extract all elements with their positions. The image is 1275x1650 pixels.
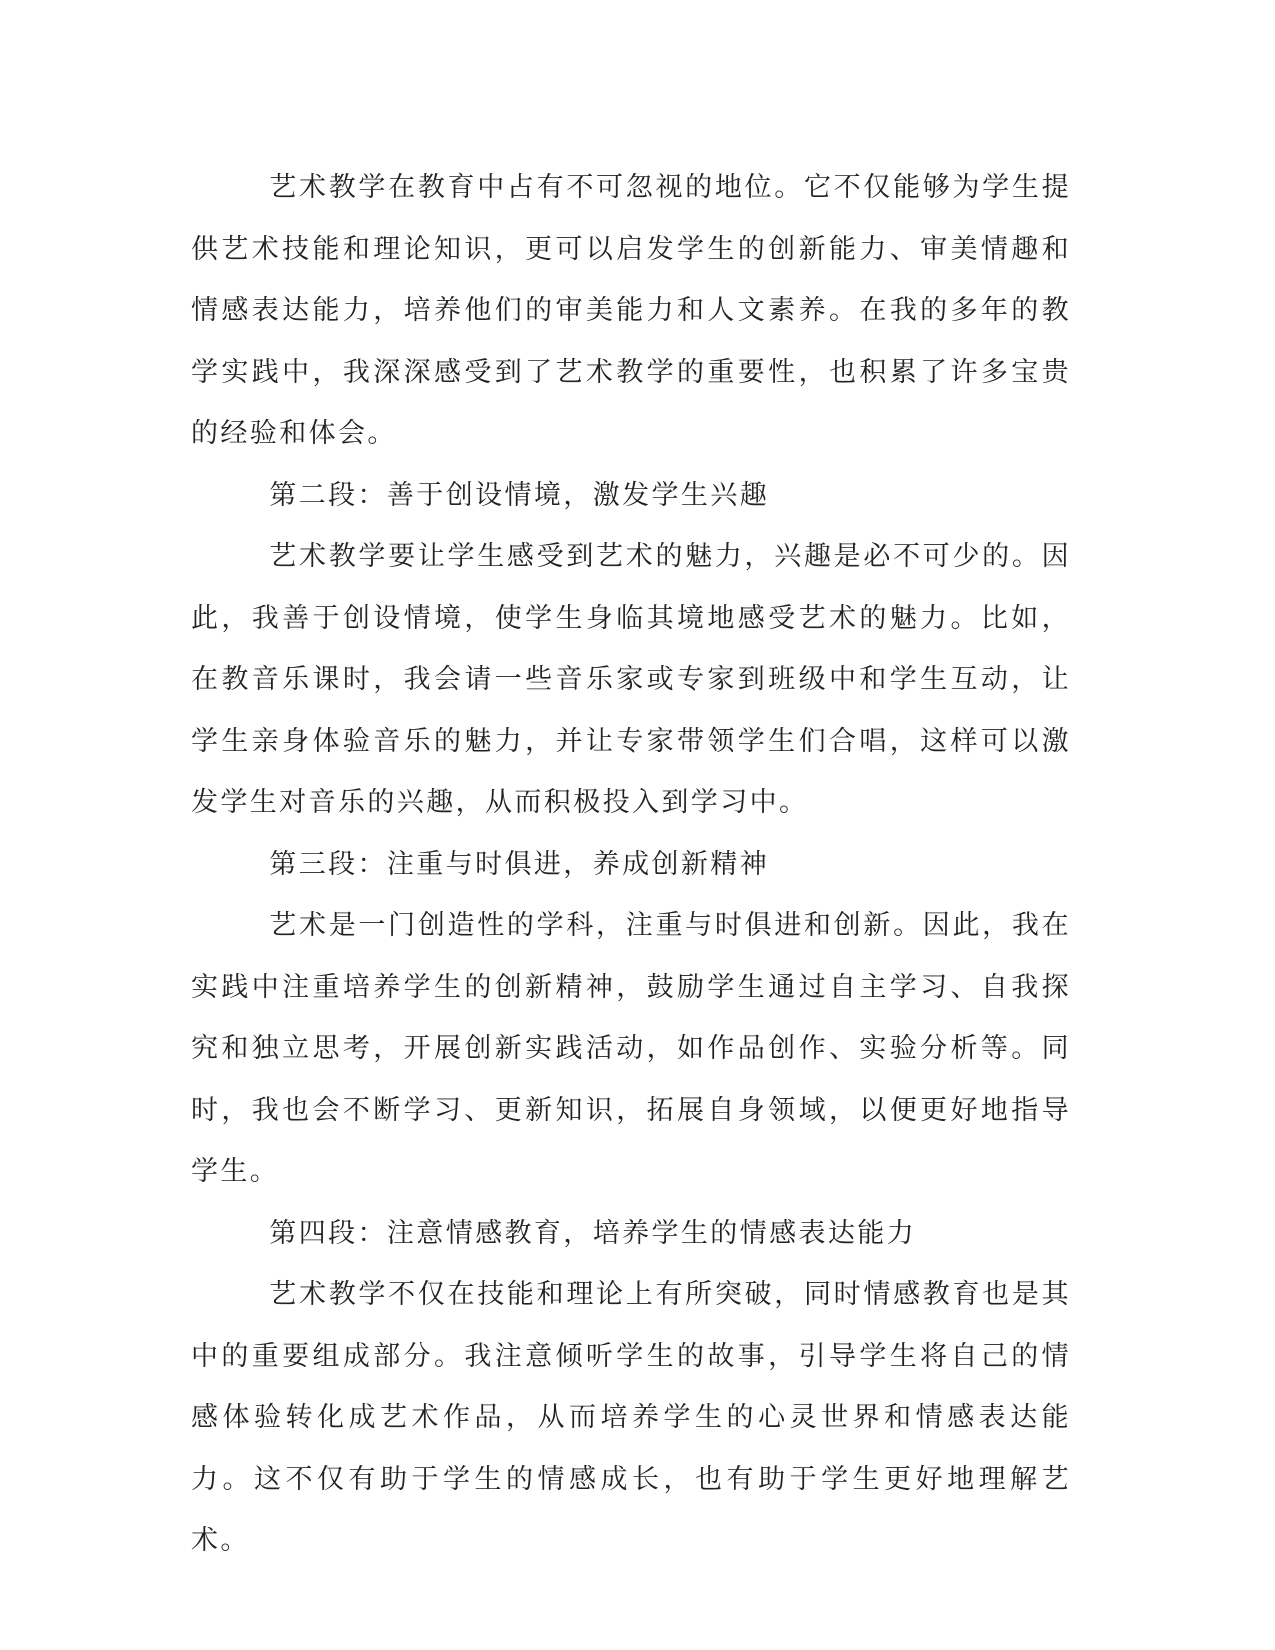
paragraph-section-3: 艺术是一门创造性的学科，注重与时俱进和创新。因此，我在实践中注重培养学生的创新精神，鼓励学生通过自主学习、自我探究和独立思考，开展创新实践活动，如作品创作、实验分析等。同时，我也会不断学习、更新知识，拓展自身领域，以便更好地指导学生。 xyxy=(191,910,1071,1187)
paragraph-section-4: 艺术教学不仅在技能和理论上有所突破，同时情感教育也是其中的重要组成部分。我注意倾听学生的故事，引导学生将自己的情感体验转化成艺术作品，从而培养学生的心灵世界和情感表达能力。这不仅有助于学生的情感成长，也有助于学生更好地理解艺术。 xyxy=(191,1279,1071,1556)
paragraph-intro: 艺术教学在教育中占有不可忽视的地位。它不仅能够为学生提供艺术技能和理论知识，更可以启发学生的创新能力、审美情趣和情感表达能力，培养他们的审美能力和人文素养。在我的多年的教学实践中，我深深感受到了艺术教学的重要性，也积累了许多宝贵的经验和体会。 xyxy=(191,172,1071,449)
section-heading-2: 第二段：善于创设情境，激发学生兴趣 xyxy=(269,479,770,511)
paragraph-section-2: 艺术教学要让学生感受到艺术的魅力，兴趣是必不可少的。因此，我善于创设情境，使学生身临其境地感受艺术的魅力。比如，在教音乐课时，我会请一些音乐家或专家到班级中和学生互动，让学生亲身体验音乐的魅力，并让专家带领学生们合唱，这样可以激发学生对音乐的兴趣，从而积极投入到学习中。 xyxy=(191,541,1071,818)
section-heading-3: 第三段：注重与时俱进，养成创新精神 xyxy=(269,848,770,880)
document-body xyxy=(191,157,1071,1572)
section-heading-4: 第四段：注意情感教育，培养学生的情感表达能力 xyxy=(269,1217,917,1249)
